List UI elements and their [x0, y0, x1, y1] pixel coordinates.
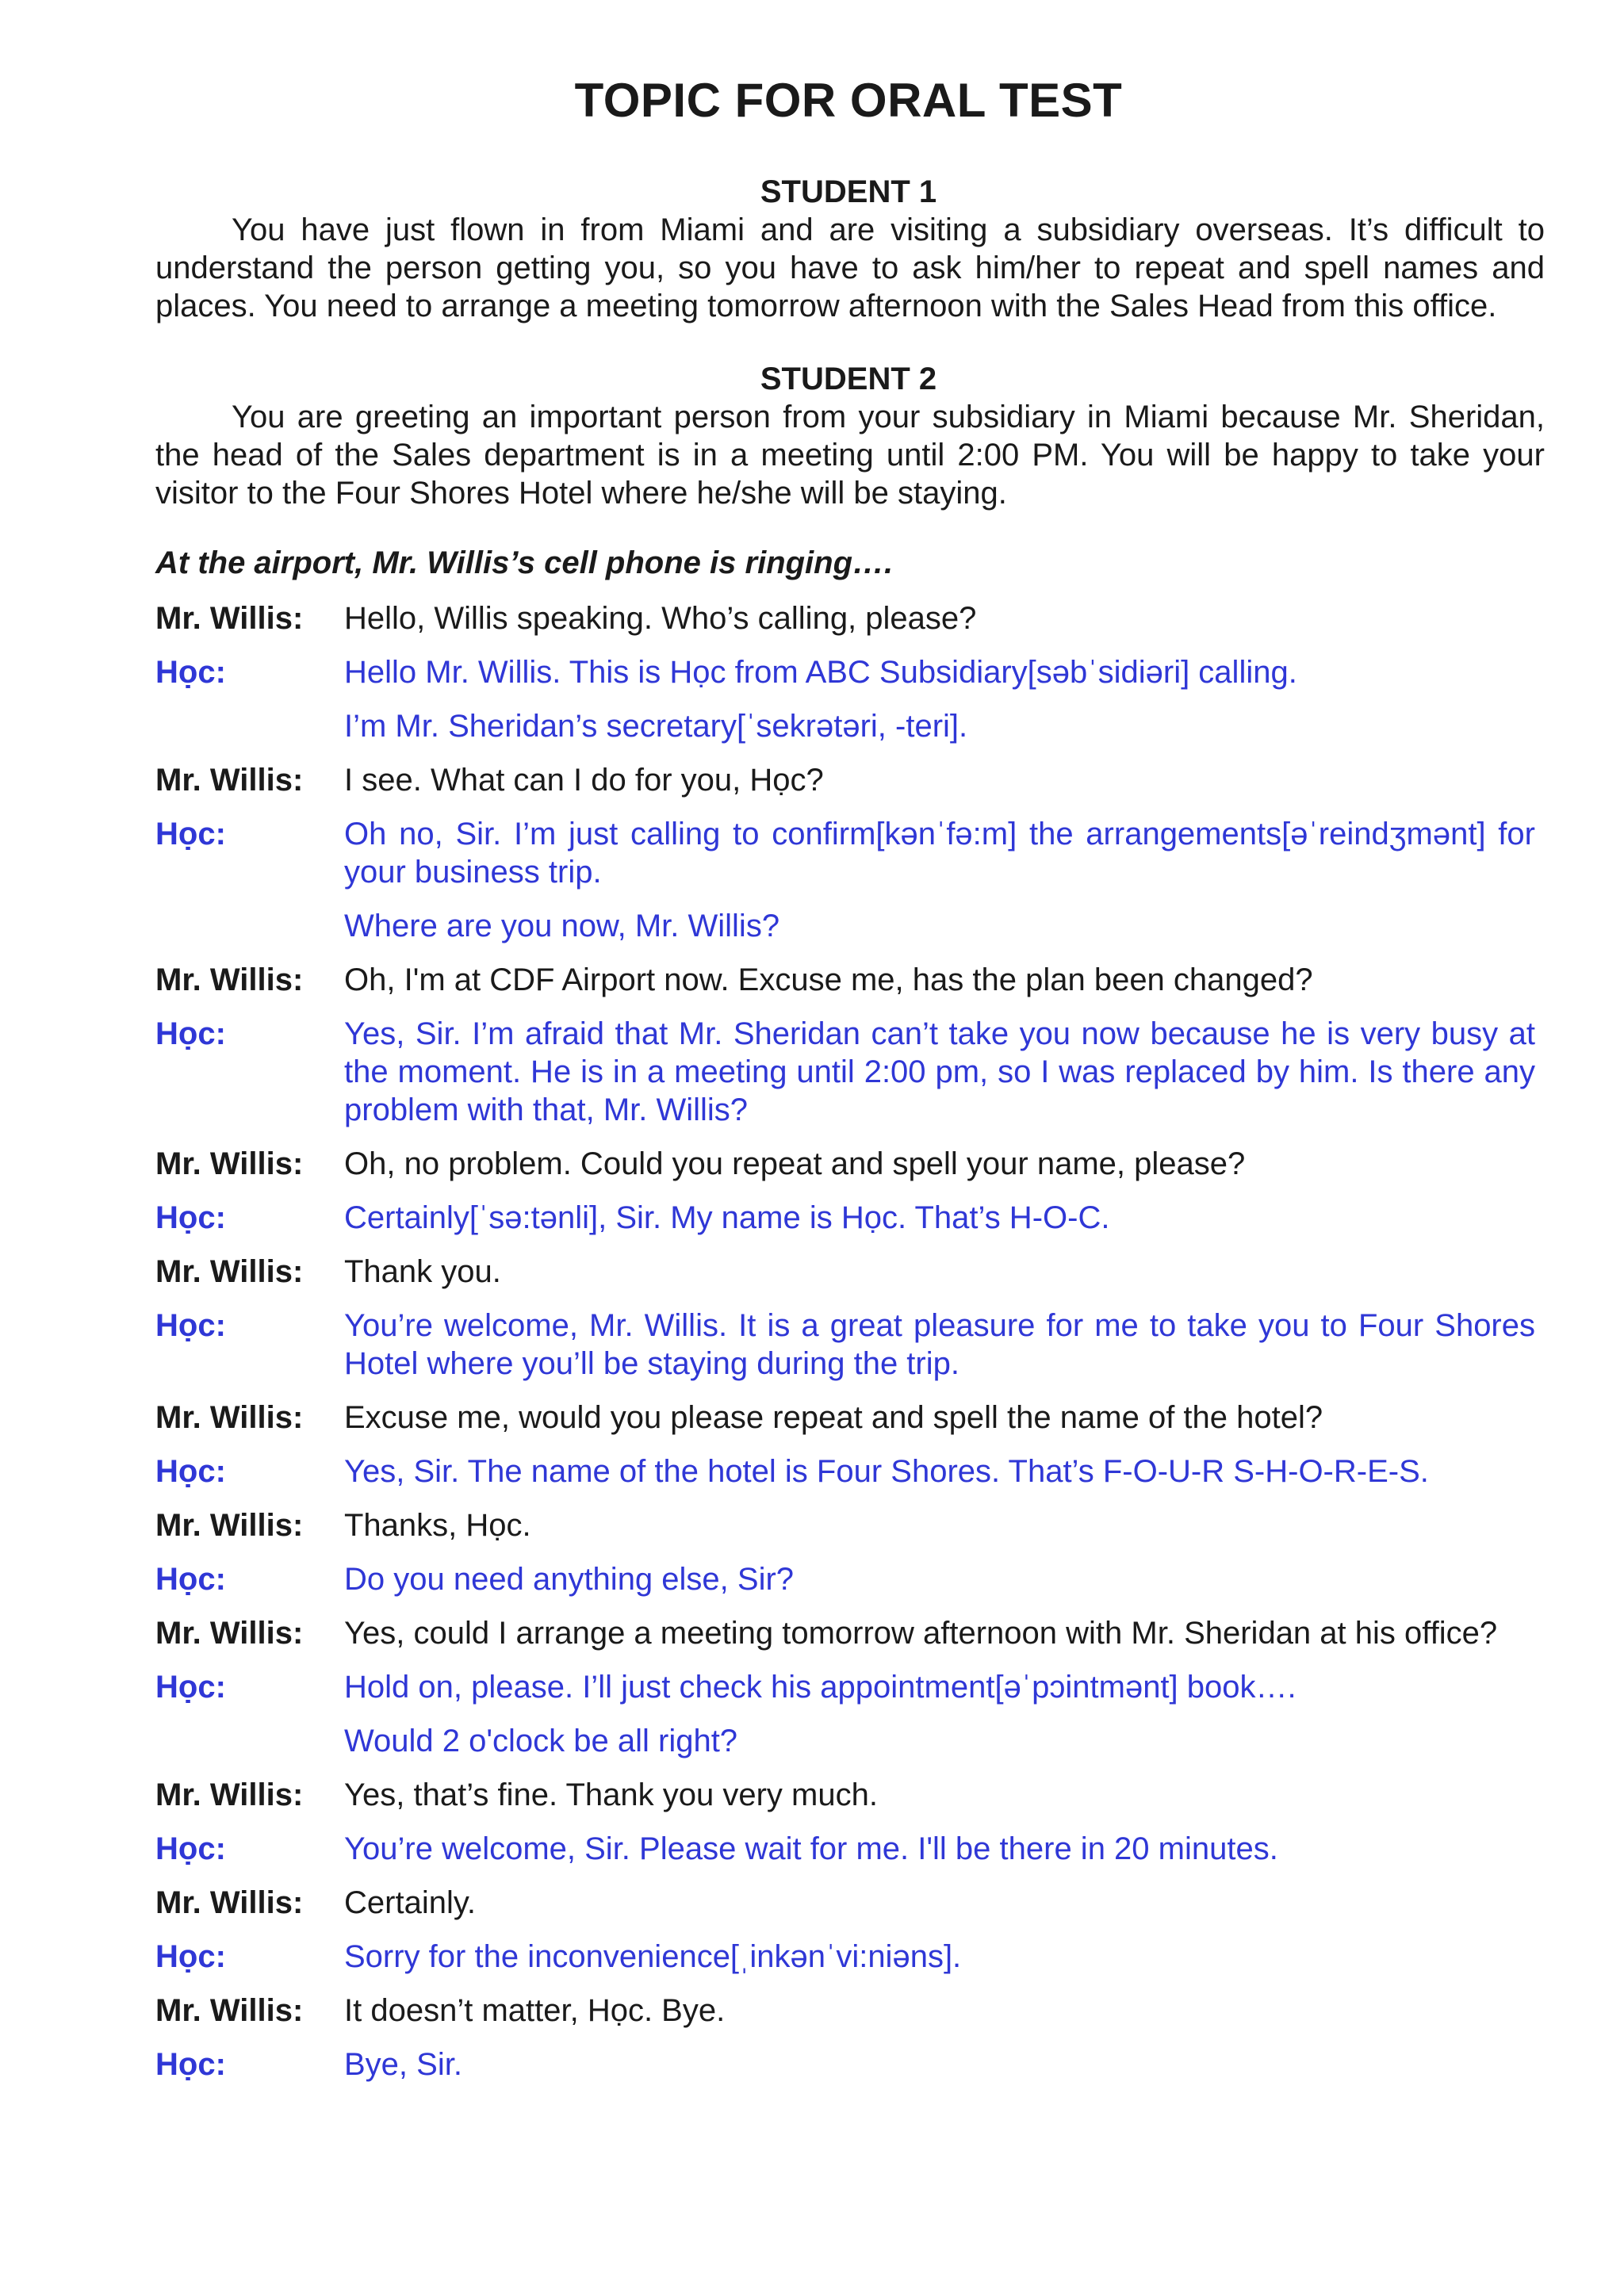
dialogue-line — [155, 815, 1535, 891]
speaker-label: Học: — [155, 1562, 226, 1597]
speech-text: Certainly. — [344, 1885, 476, 1920]
dialogue-line — [155, 1452, 1535, 1490]
dialogue-line — [155, 1884, 1535, 1922]
speaker-label: Mr. Willis: — [155, 1777, 304, 1812]
dialogue-line — [155, 1399, 1535, 1437]
speech-text: I’m Mr. Sheridan’s secretary[ˈsekrətəri, -teri]. — [344, 709, 968, 744]
speaker-label: Học: — [155, 1308, 226, 1343]
speaker-label: Mr. Willis: — [155, 1885, 304, 1920]
speech-text: Sorry for the inconvenience[ˌinkənˈvi:niəns]. — [344, 1939, 962, 1974]
speech-text: Oh, no problem. Could you repeat and spell your name, please? — [344, 1146, 1246, 1181]
speaker-label: Mr. Willis: — [155, 1254, 304, 1289]
student2-paragraph: You are greeting an important person from your subsidiary in Miami because Mr. Sheridan, the head of the Sales department is in a meeting until 2:00 PM. You will be happy to take your visitor to the Four Shores Hotel where he/she will be staying. — [155, 400, 1545, 511]
page-title: TOPIC FOR ORAL TEST — [574, 74, 1123, 127]
speech-text: You’re welcome, Mr. Willis. It is a great pleasure for me to take you to Four Shores Hotel where you’ll be staying during the trip. — [344, 1308, 1535, 1381]
speech-text: Would 2 o'clock be all right? — [344, 1724, 738, 1758]
student2-heading: STUDENT 2 — [760, 362, 937, 396]
speech-text: Yes, Sir. The name of the hotel is Four Shores. That’s F-O-U-R S-H-O-R-E-S. — [344, 1454, 1429, 1489]
speech-text: I see. What can I do for you, Học? — [344, 763, 824, 798]
speech-text: Where are you now, Mr. Willis? — [344, 909, 780, 943]
speech-text: It doesn’t matter, Học. Bye. — [344, 1993, 726, 2028]
speech-text: Yes, could I arrange a meeting tomorrow afternoon with Mr. Sheridan at his office? — [344, 1616, 1498, 1651]
scene-description: At the airport, Mr. Willis’s cell phone is ringing…. — [155, 545, 894, 580]
speech-text: Do you need anything else, Sir? — [344, 1562, 795, 1597]
dialogue-line — [155, 907, 1535, 945]
dialogue-line — [155, 1668, 1535, 1706]
dialogue-line — [155, 761, 1535, 799]
speech-text: Certainly[ˈsə:tənli], Sir. My name is Học. That’s H-O-C. — [344, 1200, 1110, 1235]
speaker-label: Mr. Willis: — [155, 601, 304, 636]
dialogue-line — [155, 599, 1535, 637]
speaker-label: Học: — [155, 1454, 226, 1489]
speech-text: Hello, Willis speaking. Who’s calling, please? — [344, 601, 977, 636]
speaker-label: Học: — [155, 655, 226, 690]
speech-text: You’re welcome, Sir. Please wait for me. I'll be there in 20 minutes. — [344, 1831, 1278, 1866]
dialogue-line — [155, 1253, 1535, 1291]
speech-text: Thank you. — [344, 1254, 501, 1289]
dialogue-line — [155, 1199, 1535, 1237]
speech-text: Hold on, please. I’ll just check his appointment[əˈpɔintmənt] book…. — [344, 1670, 1297, 1705]
speech-text: Bye, Sir. — [344, 2047, 462, 2082]
speech-text: Thanks, Học. — [344, 1508, 531, 1543]
speaker-label: Học: — [155, 2047, 226, 2082]
speaker-label: Học: — [155, 1670, 226, 1705]
speech-text: Yes, Sir. I’m afraid that Mr. Sheridan can’t take you now because he is very busy at the moment. He is in a meeting until 2:00 pm, so I was replaced by him. Is there any problem with that, Mr. Willis? — [344, 1016, 1535, 1127]
dialogue — [155, 599, 1535, 2099]
student1-heading: STUDENT 1 — [760, 174, 937, 209]
speech-text: Oh, I'm at CDF Airport now. Excuse me, has the plan been changed? — [344, 962, 1313, 997]
dialogue-line — [155, 1722, 1535, 1760]
speaker-label: Mr. Willis: — [155, 1993, 304, 2028]
speech-text: Oh no, Sir. I’m just calling to confirm[kənˈfə:m] the arrangements[əˈreindʒmənt] for your business trip. — [344, 817, 1535, 890]
dialogue-line — [155, 1776, 1535, 1814]
speaker-label: Học: — [155, 1831, 226, 1866]
speech-text: Excuse me, would you please repeat and spell the name of the hotel? — [344, 1400, 1323, 1435]
speaker-label: Mr. Willis: — [155, 1616, 304, 1651]
dialogue-line — [155, 653, 1535, 691]
speaker-label: Mr. Willis: — [155, 1146, 304, 1181]
student1-paragraph: You have just flown in from Miami and are visiting a subsidiary overseas. It’s difficult to understand the person getting you, so you have to ask him/her to repeat and spell names and places. You need to arrange a meeting tomorrow afternoon with the Sales Head from this office. — [155, 212, 1545, 323]
dialogue-line — [155, 1307, 1535, 1383]
speech-text: Hello Mr. Willis. This is Học from ABC Subsidiary[səbˈsidiəri] calling. — [344, 655, 1297, 690]
speaker-label: Mr. Willis: — [155, 763, 304, 798]
dialogue-line — [155, 1015, 1535, 1129]
dialogue-line — [155, 1938, 1535, 1976]
speaker-label: Học: — [155, 817, 226, 851]
dialogue-line — [155, 1614, 1535, 1652]
speaker-label: Học: — [155, 1016, 226, 1051]
dialogue-line — [155, 1560, 1535, 1598]
speaker-label: Học: — [155, 1200, 226, 1235]
speaker-label: Mr. Willis: — [155, 1400, 304, 1435]
dialogue-line — [155, 961, 1535, 999]
dialogue-line — [155, 707, 1535, 745]
dialogue-line — [155, 1830, 1535, 1868]
speaker-label: Mr. Willis: — [155, 1508, 304, 1543]
dialogue-line — [155, 1145, 1535, 1183]
dialogue-line — [155, 1992, 1535, 2030]
speech-text: Yes, that’s fine. Thank you very much. — [344, 1777, 878, 1812]
dialogue-line — [155, 1506, 1535, 1544]
speaker-label: Mr. Willis: — [155, 962, 304, 997]
dialogue-line — [155, 2045, 1535, 2084]
speaker-label: Học: — [155, 1939, 226, 1974]
